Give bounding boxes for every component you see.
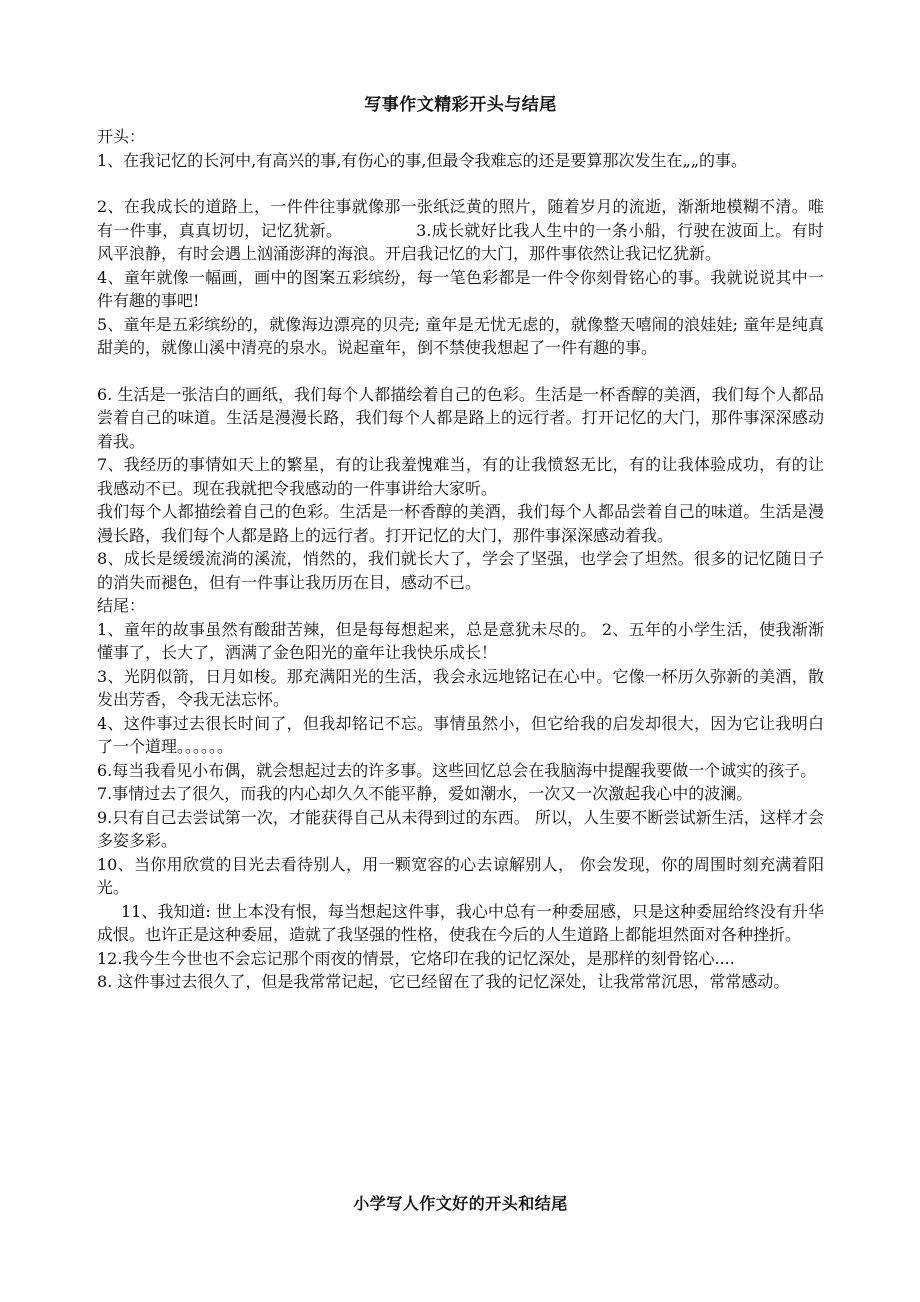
ending-item-11: 11、我知道: 世上本没有恨，每当想起这件事，我心中总有一种委屈感，只是这种委屈给终没有升华成恨。也许正是这种委屈，造就了我坚强的性格，使我在今后的人生道路上都能坦然面对各种挫折。 [97, 901, 824, 944]
ending-label: 结尾： [97, 596, 146, 615]
opening-item-5: 5、童年是五彩缤纷的，就像海边漂亮的贝壳; 童年是无忧无虑的，就像整天嘻闹的浪娃娃; 童年是纯真甜美的，就像山溪中清亮的泉水。说起童年，倒不禁使我想起了一件有趣的事。 [97, 314, 824, 357]
opening-item-4: 4、童年就像一幅画，画中的图案五彩缤纷，每一笔色彩都是一件令你刻骨铭心的事。我就说说其中一件有趣的事吧! [97, 267, 824, 310]
opening-item-7: 7、我经历的事情如天上的繁星，有的让我羞愧难当，有的让我愤怒无比，有的让我体验成功，有的让我感动不已。现在我就把令我感动的一件事讲给大家听。 [97, 455, 824, 498]
ending-item-6: 6.每当我看见小布偶，就会想起过去的许多事。这些回忆总会在我脑海中提醒我要做一个诚实的孩子。 [97, 760, 817, 780]
ending-item-4: 4、这件事过去很长时间了，但我却铭记不忘。事情虽然小，但它给我的启发却很大，因为它让我明白了一个道理。。。。。。 [97, 713, 824, 756]
ending-item-1-2: 1、童年的故事虽然有酸甜苦辣，但是每每想起来，总是意犹未尽的。 2、五年的小学生活，使我渐渐懂事了，长大了，洒满了金色阳光的童年让我快乐成长！ [97, 619, 824, 662]
section-subtitle: 小学写人作文好的开头和结尾 [353, 1194, 568, 1213]
opening-item-6: 6. 生活是一张洁白的画纸，我们每个人都描绘着自己的色彩。生活是一杯香醇的美酒，我们每个人都品尝着自己的味道。生活是漫漫长路，我们每个人都是路上的远行者。打开记忆的大门，那件事深深感动着我。 [97, 384, 824, 451]
document-body [97, 125, 824, 994]
ending-item-12: 12.我今生今世也不会忘记那个雨夜的情景，它烙印在我的记忆深处，是那样的刻骨铭心.... [97, 948, 735, 968]
ending-item-7: 7.事情过去了很久，而我的内心却久久不能平静，爱如潮水，一次又一次激起我心中的波澜。 [97, 784, 753, 803]
opening-item-8: 8、成长是缓缓流淌的溪流，悄然的，我们就长大了，学会了坚强，也学会了坦然。很多的记忆随日子的消失而褪色，但有一件事让我历历在目，感动不已。 [97, 549, 824, 592]
ending-item-8: 8. 这件事过去很久了，但是我常常记起，它已经留在了我的记忆深处，让我常常沉思，常常感动。 [97, 972, 790, 991]
document-title: 写事作文精彩开头与结尾 [364, 95, 557, 115]
opening-item-2-3: 2、在我成长的道路上，一件件往事就像那一张纸泛黄的照片，随着岁月的流逝，渐渐地模糊不清。唯有一件事，真真切切，记忆犹新。 3.成长就好比我人生中的一条小船，行驶在波面上。有时风平浪静，有时会遇上汹涌澎湃的海浪。开启我记忆的大门，那件事依然让我记忆犹新。 [97, 197, 824, 263]
opening-extra-paragraph: 我们每个人都描绘着自己的色彩。生活是一杯香醇的美酒，我们每个人都品尝着自己的味道。生活是漫漫长路，我们每个人都是路上的远行者。打开记忆的大门，那件事深深感动着我。 [97, 502, 824, 545]
ending-item-3: 3、光阴似箭，日月如梭。那充满阳光的生活，我会永远地铭记在心中。它像一杯历久弥新的美酒，散发出芳香，令我无法忘怀。 [97, 666, 824, 709]
opening-item-1: 1、在我记忆的长河中,有高兴的事,有伤心的事,但最令我难忘的还是要算那次发生在„„的事。 [97, 150, 748, 170]
ending-item-10: 10、当你用欣赏的目光去看待别人，用一颗宽容的心去谅解别人， 你会发现，你的周围时刻充满着阳光。 [97, 854, 824, 897]
opening-label: 开头： [97, 127, 146, 146]
ending-item-9: 9.只有自己去尝试第一次，才能获得自己从未得到过的东西。 所以，人生要不断尝试新生活，这样才会多姿多彩。 [97, 807, 824, 850]
